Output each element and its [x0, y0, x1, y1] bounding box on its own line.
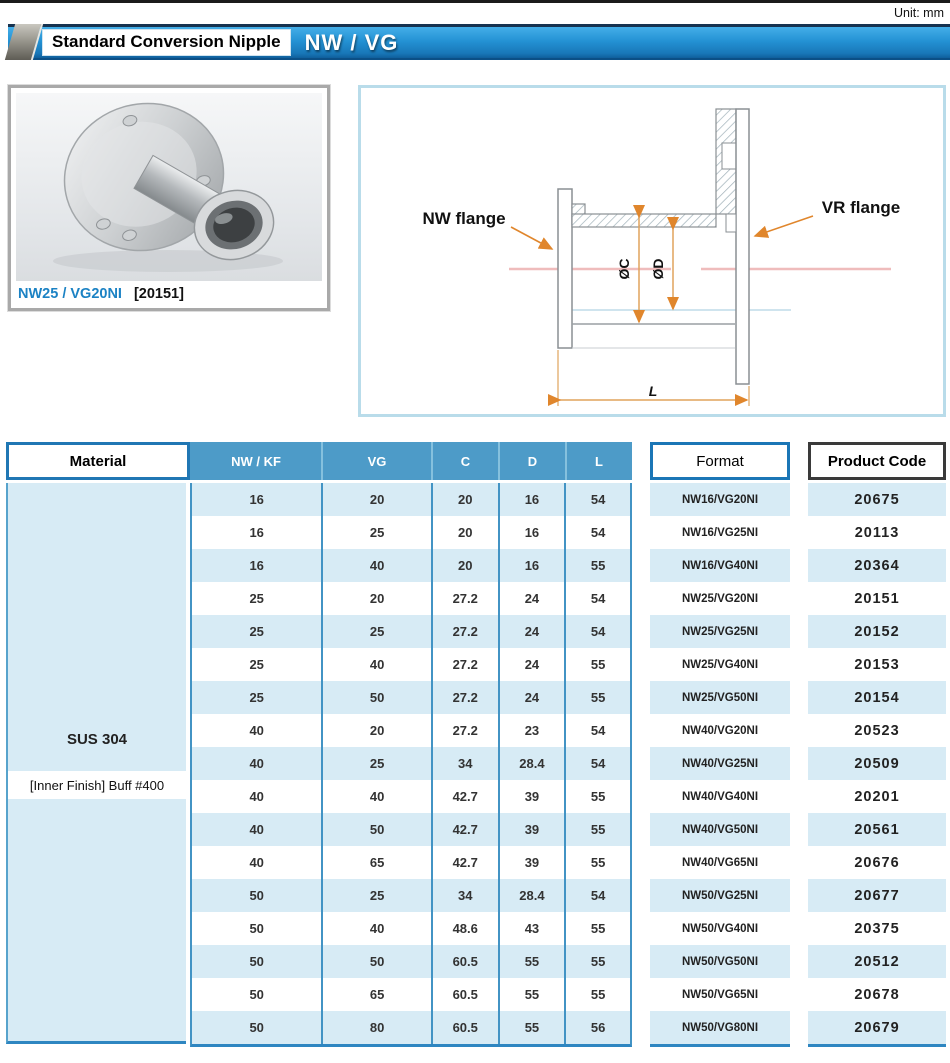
header-product-code: Product Code [808, 442, 946, 480]
cell-d: 39 [500, 846, 567, 879]
cell-vg: 40 [323, 549, 433, 582]
cell-nw_kf: 25 [192, 615, 323, 648]
cell-vg: 40 [323, 912, 433, 945]
cell-product-code: 20523 [808, 714, 946, 747]
cell-vg: 40 [323, 780, 433, 813]
cell-l: 54 [566, 516, 630, 549]
material-cell [6, 483, 186, 1044]
cell-product-code: 20679 [808, 1011, 946, 1044]
cell-l: 54 [566, 483, 630, 516]
table-row [192, 978, 630, 1011]
flange-photo-illustration [16, 93, 322, 281]
cell-d: 28.4 [500, 747, 567, 780]
cell-l: 55 [566, 780, 630, 813]
cell-nw_kf: 40 [192, 714, 323, 747]
table-row [192, 879, 630, 912]
table-body [6, 483, 946, 1047]
cell-format: NW50/VG65NI [650, 978, 790, 1011]
cell-product-code: 20509 [808, 747, 946, 780]
cell-c: 42.7 [433, 780, 500, 813]
cell-nw_kf: 16 [192, 516, 323, 549]
table-row [192, 516, 630, 549]
cell-format: NW50/VG80NI [650, 1011, 790, 1044]
cell-vg: 25 [323, 879, 433, 912]
product-photo [16, 93, 322, 281]
cell-vg: 20 [323, 483, 433, 516]
cell-vg: 25 [323, 615, 433, 648]
cell-format: NW16/VG25NI [650, 516, 790, 549]
dim-d-label: ØD [650, 258, 666, 280]
cell-c: 42.7 [433, 813, 500, 846]
cell-product-code: 20561 [808, 813, 946, 846]
nw-flange-label: NW flange [422, 209, 506, 228]
cell-d: 28.4 [500, 879, 567, 912]
product-photo-panel [8, 85, 330, 311]
header-material: Material [6, 442, 190, 480]
vr-flange-bolt-hole [722, 143, 736, 169]
cell-format: NW40/VG40NI [650, 780, 790, 813]
cell-vg: 80 [323, 1011, 433, 1044]
nw-flange-profile [558, 189, 572, 348]
vr-flange-plate [736, 109, 749, 384]
cell-vg: 50 [323, 681, 433, 714]
cell-nw_kf: 25 [192, 648, 323, 681]
cell-product-code: 20151 [808, 582, 946, 615]
cell-product-code: 20375 [808, 912, 946, 945]
cell-l: 55 [566, 648, 630, 681]
dim-l-label: L [648, 383, 658, 399]
table-row [192, 648, 630, 681]
cell-nw_kf: 16 [192, 549, 323, 582]
nw-flange-leader [511, 227, 552, 249]
cell-product-code: 20675 [808, 483, 946, 516]
cell-c: 20 [433, 483, 500, 516]
cell-c: 42.7 [433, 846, 500, 879]
cell-d: 55 [500, 978, 567, 1011]
cell-product-code: 20677 [808, 879, 946, 912]
cell-vg: 25 [323, 516, 433, 549]
cell-c: 27.2 [433, 648, 500, 681]
table-row [192, 615, 630, 648]
table-row [192, 714, 630, 747]
cell-nw_kf: 16 [192, 483, 323, 516]
cell-format: NW50/VG25NI [650, 879, 790, 912]
cell-format: NW40/VG20NI [650, 714, 790, 747]
cell-vg: 50 [323, 813, 433, 846]
cell-d: 39 [500, 813, 567, 846]
header-nw-kf: NW / KF [191, 442, 323, 480]
table-row [192, 846, 630, 879]
cell-c: 60.5 [433, 1011, 500, 1044]
table-row [192, 747, 630, 780]
cell-vg: 65 [323, 846, 433, 879]
photo-caption-code: [20151] [133, 286, 184, 302]
table-row [192, 780, 630, 813]
cell-d: 16 [500, 549, 567, 582]
cell-format: NW25/VG50NI [650, 681, 790, 714]
header-l: L [595, 453, 603, 469]
format-rows [650, 483, 790, 1047]
spec-table [6, 442, 946, 1047]
cell-format: NW40/VG25NI [650, 747, 790, 780]
material-finish: [Inner Finish] Buff #400 [8, 771, 186, 799]
table-row [192, 483, 630, 516]
header-format: Format [650, 442, 790, 480]
cell-d: 24 [500, 648, 567, 681]
cross-section-diagram [361, 88, 943, 414]
cell-product-code: 20152 [808, 615, 946, 648]
cell-d: 55 [500, 1011, 567, 1044]
cell-l: 56 [566, 1011, 630, 1044]
cell-c: 60.5 [433, 978, 500, 1011]
product-code-rows [808, 483, 946, 1047]
vr-flange-leader [755, 216, 813, 236]
table-row [192, 945, 630, 978]
header-dimension-group [190, 442, 632, 480]
cell-format: NW25/VG20NI [650, 582, 790, 615]
header-vg: VG [323, 442, 433, 480]
cell-l: 54 [566, 879, 630, 912]
cell-format: NW25/VG40NI [650, 648, 790, 681]
cell-format: NW25/VG25NI [650, 615, 790, 648]
page-title: Standard Conversion Nipple [42, 29, 291, 57]
cell-nw_kf: 50 [192, 879, 323, 912]
cell-d: 43 [500, 912, 567, 945]
cell-vg: 25 [323, 747, 433, 780]
cell-nw_kf: 50 [192, 978, 323, 1011]
cell-c: 60.5 [433, 945, 500, 978]
cell-c: 34 [433, 747, 500, 780]
cell-format: NW40/VG50NI [650, 813, 790, 846]
cell-product-code: 20154 [808, 681, 946, 714]
cell-d: 23 [500, 714, 567, 747]
cell-l: 54 [566, 582, 630, 615]
photo-caption-model: NW25 / VG20NI [18, 286, 122, 302]
cell-nw_kf: 40 [192, 747, 323, 780]
cell-d: 16 [500, 516, 567, 549]
cell-nw_kf: 25 [192, 582, 323, 615]
cell-c: 27.2 [433, 714, 500, 747]
cell-nw_kf: 50 [192, 912, 323, 945]
diagram-panel [358, 85, 946, 417]
title-bar [8, 24, 950, 60]
cell-l: 55 [566, 945, 630, 978]
cell-nw_kf: 40 [192, 780, 323, 813]
cell-d: 24 [500, 681, 567, 714]
cell-format: NW16/VG40NI [650, 549, 790, 582]
title-accent-stripe [5, 24, 43, 60]
cell-vg: 50 [323, 945, 433, 978]
cell-nw_kf: 40 [192, 813, 323, 846]
cell-l: 55 [566, 846, 630, 879]
header-d: D [500, 442, 567, 480]
cell-l: 55 [566, 813, 630, 846]
cell-product-code: 20153 [808, 648, 946, 681]
dimension-rows [190, 483, 632, 1047]
cell-c: 20 [433, 516, 500, 549]
cell-product-code: 20676 [808, 846, 946, 879]
cell-vg: 40 [323, 648, 433, 681]
cell-l: 54 [566, 747, 630, 780]
cell-c: 20 [433, 549, 500, 582]
cell-c: 27.2 [433, 681, 500, 714]
vr-flange-step [726, 214, 736, 232]
table-row [192, 1011, 630, 1044]
cell-product-code: 20113 [808, 516, 946, 549]
cell-d: 55 [500, 945, 567, 978]
table-row [192, 549, 630, 582]
table-row [192, 681, 630, 714]
cell-d: 16 [500, 483, 567, 516]
cell-c: 48.6 [433, 912, 500, 945]
table-row [192, 813, 630, 846]
cell-format: NW16/VG20NI [650, 483, 790, 516]
cell-product-code: 20201 [808, 780, 946, 813]
cell-l: 54 [566, 615, 630, 648]
cell-l: 55 [566, 549, 630, 582]
material-name: SUS 304 [66, 731, 128, 748]
photo-caption [16, 283, 322, 305]
cell-format: NW50/VG40NI [650, 912, 790, 945]
cell-d: 24 [500, 582, 567, 615]
cell-c: 34 [433, 879, 500, 912]
table-row [192, 582, 630, 615]
cell-nw_kf: 50 [192, 945, 323, 978]
header-c: C [433, 442, 500, 480]
cell-format: NW40/VG65NI [650, 846, 790, 879]
unit-label: Unit: mm [894, 6, 944, 20]
cell-l: 55 [566, 681, 630, 714]
cell-product-code: 20364 [808, 549, 946, 582]
dim-c-label: ØC [616, 258, 632, 280]
tube-wall-section [572, 214, 716, 227]
table-header-row [6, 442, 946, 480]
top-divider-rule [0, 0, 950, 3]
cell-c: 27.2 [433, 615, 500, 648]
cell-product-code: 20512 [808, 945, 946, 978]
cell-vg: 20 [323, 582, 433, 615]
cell-d: 24 [500, 615, 567, 648]
cell-vg: 20 [323, 714, 433, 747]
cell-vg: 65 [323, 978, 433, 1011]
table-row [192, 912, 630, 945]
cell-d: 39 [500, 780, 567, 813]
cell-nw_kf: 25 [192, 681, 323, 714]
cell-c: 27.2 [433, 582, 500, 615]
vr-flange-label: VR flange [821, 198, 901, 217]
cell-l: 55 [566, 912, 630, 945]
cell-nw_kf: 40 [192, 846, 323, 879]
cell-l: 55 [566, 978, 630, 1011]
cell-l: 54 [566, 714, 630, 747]
cell-format: NW50/VG50NI [650, 945, 790, 978]
cell-nw_kf: 50 [192, 1011, 323, 1044]
series-title: NW / VG [304, 29, 399, 55]
cell-product-code: 20678 [808, 978, 946, 1011]
